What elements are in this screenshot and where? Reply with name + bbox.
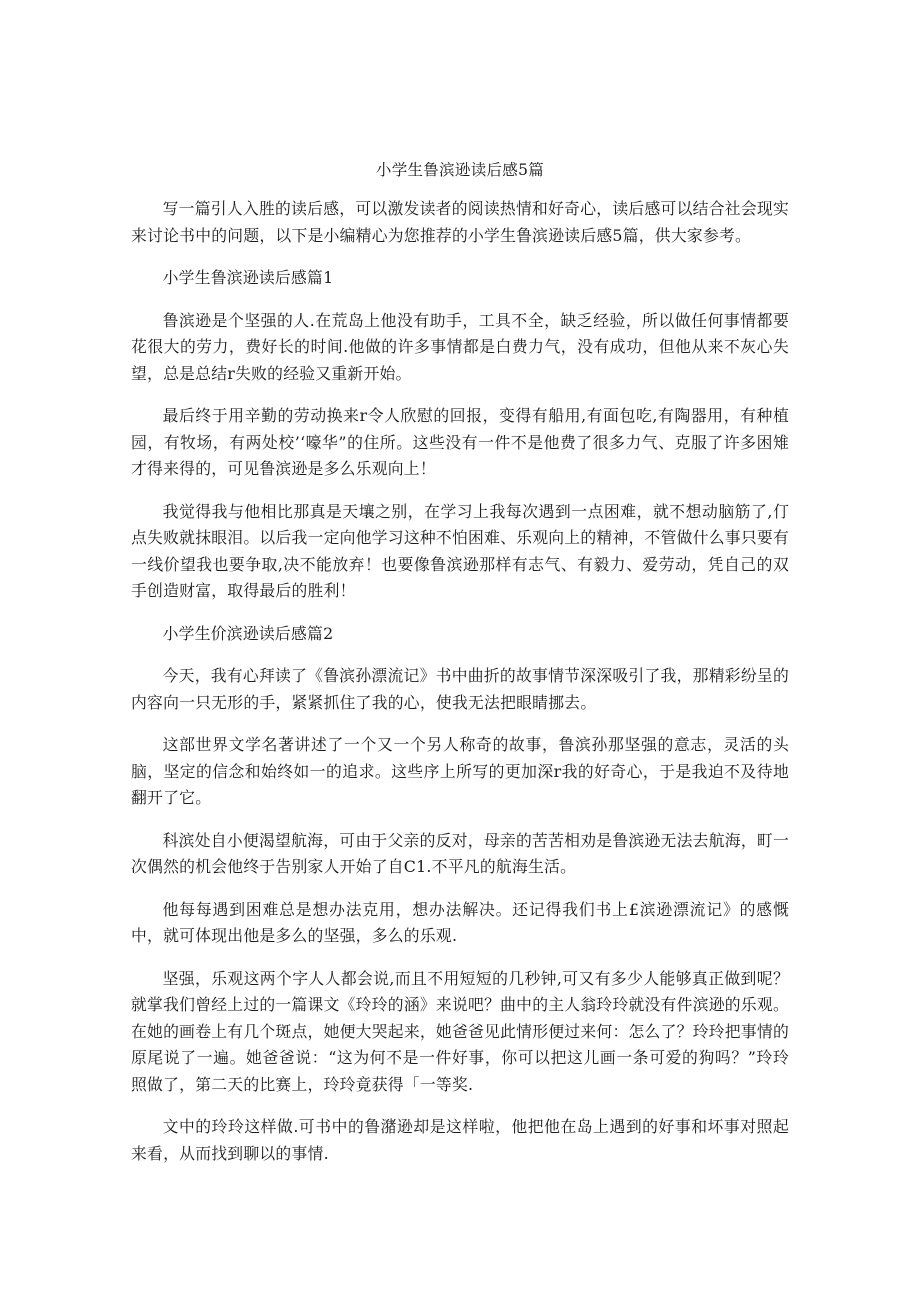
- paragraph: 我觉得我与他相比那真是天壤之别，在学习上我每次遇到一点困难，就不想动脑筋了,仃点失败就抹眼泪。以后我一定向他学习这种不怕困难、乐观向上的精神，不管做什么事只要有一线价望我也要争取,决不能放弃！也要像鲁滨逊那样有志气、有毅力、爱劳动，凭自己的双手创造财富，取得最后的胜利！: [131, 501, 789, 600]
- document-body: [131, 196, 789, 1183]
- paragraph: 最后终于用辛勤的劳动换来r令人欣慰的回报，变得有船用,有面包吃,有陶器用，有种植园，有牧场，有两处校’‘嚎华”的住所。这些没有一件不是他费了很多力气、克服了许多困雉才得来得的，可见鲁滨逊是多么乐观向上！: [131, 406, 789, 478]
- paragraph: 今天，我有心拜读了《鲁滨孙漂流记》书中曲折的故事情节深深吸引了我，那精彩纷呈的内容向一只无形的手，紧紧抓住了我的心，使我无法把眼睛挪去。: [131, 666, 789, 712]
- document-title: 小学生鲁滨逊读后感5篇: [375, 161, 545, 179]
- paragraph: 文中的玲玲这样做.可书中的鲁潴逊却是这样啦，他把他在岛上遇到的好事和坏事对照起来看，从而找到聊以的事情.: [131, 1117, 789, 1163]
- paragraph: 坚强，乐观这两个字人人都会说,而且不用短短的几秒钟,可又有多少人能够真正做到呢？就掌我们曾经上过的一篇课文《玲玲的涵》来说吧？曲中的主人翁玲玲就没有件滨逊的乐观。在她的画卷上有几个斑点，她便大哭起来，她爸爸见此情形便过来何：怎么了？玲玲把事情的原尾说了一遍。她爸爸说：“这为何不是一件好事，你可以把这儿画一条可爱的狗吗？”玲玲照做了，第二天的比赛上，玲玲竟获得「一等奖.: [131, 968, 789, 1094]
- paragraph-intro: 写一篇引人入胜的读后感，可以激发读者的阅读热情和好奇心，读后感可以结合社会现实来讨论书中的问题，以下是小编精心为您推荐的小学生鲁滨逊读后感5篇，供大家参考。: [131, 199, 789, 245]
- paragraph: 科滨处自小便渴望航海，可由于父亲的反对，母亲的苦苦相劝是鲁滨逊无法去航海，町一次偶然的机会他终于告别家人开始了自C1.不平凡的航海生活。: [131, 830, 789, 876]
- section-heading-2: 小学生价滨逊读后感篇2: [162, 623, 334, 643]
- paragraph: 鲁滨逊是个坚强的人.在荒岛上他没有助手，工具不全，缺乏经验，所以做任何事情都要花很大的劳力，费好长的时间.他做的许多事情都是白费力气，没有成功，但他从来不灰心失望，总是总结r失败的经验又重新开始。: [131, 310, 789, 383]
- paragraph: 这部世界文学名著讲述了一个又一个另人称奇的故事，鲁滨孙那坚强的意志，灵活的头脑，坚定的信念和始终如一的追求。这些序上所写的更加深r我的好奇心，于是我迫不及待地翻开了它。: [131, 735, 789, 807]
- section-heading-1: 小学生鲁滨逊读后感篇1: [162, 268, 334, 287]
- paragraph: 他每每遇到困难总是想办法克用，想办法解决。还记得我们书上£滨逊漂流记》的感慨中，就可体现出他是多么的坚强，多么的乐观.: [131, 899, 789, 945]
